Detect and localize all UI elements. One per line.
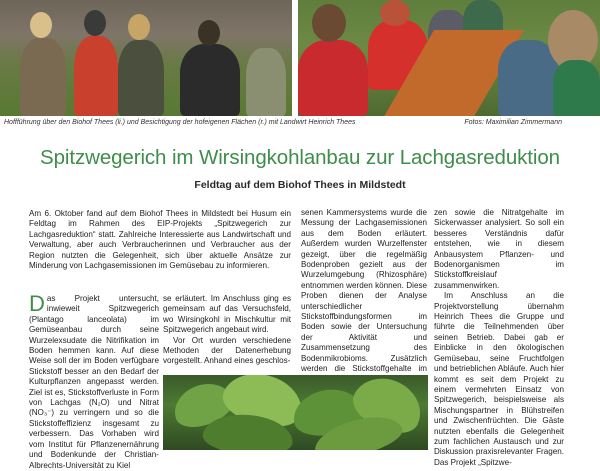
photo-credit: Fotos: Maximilian Zimmermann — [464, 119, 562, 126]
article-column-3 — [301, 208, 427, 385]
photo-savoy-cabbage — [163, 375, 428, 450]
photo-field-visit — [298, 0, 600, 116]
article-column-4 — [434, 208, 564, 468]
column-2-text-2: Vor Ort wurden verschiedene Methoden der Datenerhebung vorgestellt. Anhand eines geschlos- — [163, 335, 291, 366]
photo-farm-tour — [0, 0, 292, 116]
article-column-2 — [163, 294, 291, 367]
column-4-text-1: zen sowie die Nitratgehalte im Sickerwasser analysiert. So soll ein besseres Verständnis dafür entstehen, wie in diesem Anbausystem Pflanzen- und Bodenorganismen im Stickstoffkreislauf zusammenwirken. — [434, 208, 564, 290]
column-3-text: senen Kammersystems wurde die Messung der Lachgasemissionen aus dem Boden erläutert. Außerdem wurden Wurzelfenster gezeigt, über die regelmäßig Bodenproben gezielt aus der Wurzelumgebung (Rhizosphäre) entnommen werden können. Diese Proben dienen der Analyse unterschiedlicher Stickstoffbindungsformen im Boden sowie der Untersuchung der Aktivität und Zusammensetzung des Bodenmikrobioms. Zusätzlich werden die Stickstoffgehalte im — [301, 208, 427, 374]
column-4-text-2: Im Anschluss an die Projektvorstellung übernahm Heinrich Thees die Gruppe und führte die Teilnehmenden über seinen Betrieb. Dabei gab er Einblicke in den ökologischen Gemüsebau, seine Fruchtfolgen und betrieblichen Abläufe. Auch hier kommt es seit dem Projekt zu einem vermehrten Einsatz von Spitzwegerich, beispielsweise als Mischungspartner in Blühstreifen und Zwischenfrüchten. Die Gäste nutzten ebenfalls die Gelegenheit zum fachlichen Austausch und zur Diskussion praxisrelevanter Fragen. Das Projekt „Spitzwe- — [434, 291, 564, 467]
drop-cap: D — [29, 291, 45, 316]
article-column-1 — [29, 291, 159, 471]
article-title: Spitzwegerich im Wirsingkohlanbau zur Lachgasreduktion — [40, 146, 560, 169]
column-2-text-1: se erläutert. Im Anschluss ging es gemeinsam auf das Versuchsfeld, wo Wirsingkohl in Mischkultur mit Spitzwegerich angebaut wird. — [163, 294, 291, 335]
column-1-text: as Projekt untersucht, inwieweit Spitzwegerich (Plantago lanceolata) im Gemüseanbau durch seine Wurzelexsudate die Nitrifikation im Boden hemmen kann. Auf diese Weise soll der im Boden verfügbare Stickstoff besser an den Bedarf der Kulturpflanzen angepasst werden. Ziel ist es, Stickstoffverluste in Form von Lachgas (N₂O) und Nitrat (NO₃⁻) zu verringern und so die Stickstoffeffizienz insgesamt zu verbessern. Das Vorhaben wird vom Institut für Pflanzenernährung und Bodenkunde der Christian-Albrechts-Universität zu Kiel — [29, 294, 159, 470]
article-intro: Am 6. Oktober fand auf dem Biohof Thees in Mildstedt bei Husum ein Feldtag im Rahmen des EIP-Projekts „Spitzwegerich zur Lachgasreduktion“ statt. Zahlreiche Interessierte aus Landwirtschaft und Verwaltung, aber auch Verbraucherinnen und Verbraucher aus der Region nutzten die Gelegenheit, sich über aktuelle Ansätze zur Minderung von Lachgasemissionen im Gemüsebau zu informieren. — [29, 209, 291, 271]
photo-caption: Hoffführung über den Biohof Thees (li.) und Besichtigung der hofeigenen Flächen (r.) mit Landwirt Heinrich Thees — [4, 119, 356, 126]
article-subtitle: Feldtag auf dem Biohof Thees in Mildstedt — [194, 179, 406, 191]
